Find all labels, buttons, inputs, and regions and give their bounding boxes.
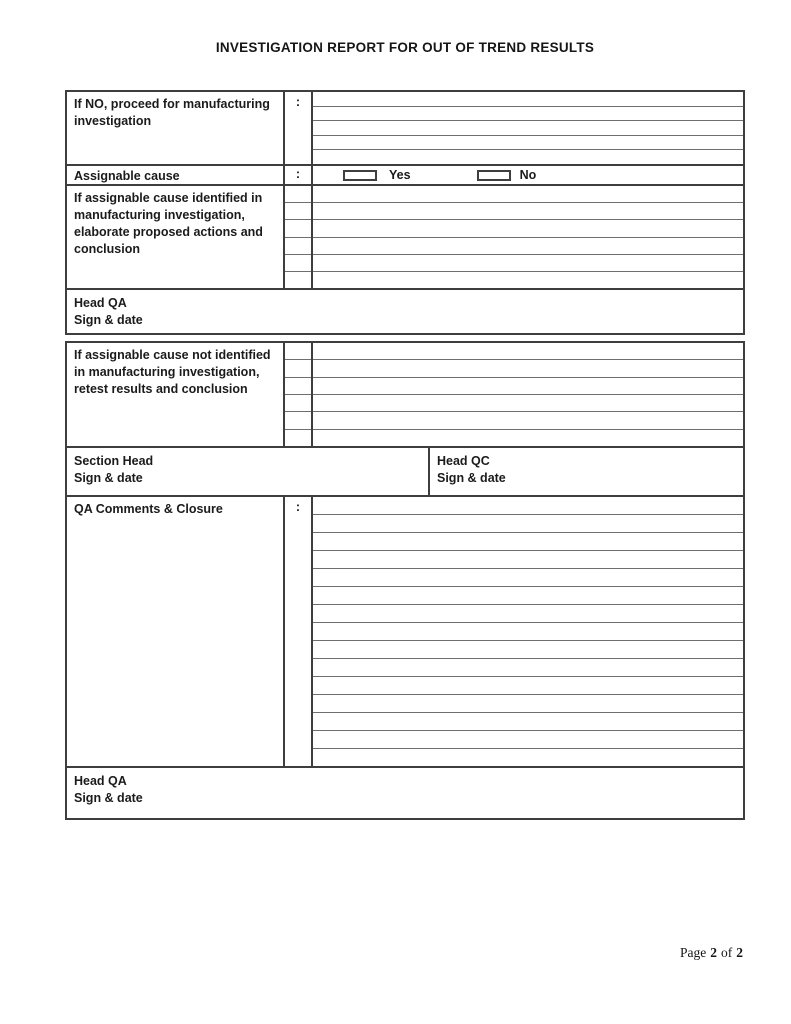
if-no-answer-lines[interactable] [313, 92, 743, 164]
yes-label: Yes [389, 168, 411, 182]
signer-role: Section Head [74, 454, 154, 468]
cause-not-identified-answer-lines[interactable] [313, 343, 743, 446]
assignable-cause-label: Assignable cause [67, 166, 285, 184]
qa-comments-section [65, 495, 745, 768]
colon-separator: : [285, 92, 313, 164]
cause-identified-margin-lines [285, 186, 313, 288]
cause-identified-answer-lines[interactable] [313, 186, 743, 288]
colon-separator: : [285, 166, 313, 184]
current-page: 2 [710, 945, 717, 960]
sign-cell[interactable] [67, 768, 743, 807]
cause-identified-row [67, 186, 743, 288]
if-no-label: If NO, proceed for manufacturing investigation [67, 92, 285, 164]
cause-identified-label: If assignable cause identified in manufacturing investigation, elaborate proposed actions and conclusion [67, 186, 285, 288]
cause-not-identified-section [65, 341, 745, 448]
head-qa-sign-block-bottom [65, 766, 745, 820]
qa-comments-answer-lines[interactable] [313, 497, 743, 766]
investigation-top-section [65, 90, 745, 290]
head-qc-sign-cell[interactable] [430, 448, 743, 495]
page-word: Page [680, 945, 707, 960]
sign-cell[interactable] [67, 290, 743, 329]
if-no-row [67, 92, 743, 166]
no-label: No [519, 168, 537, 182]
head-qa-sign-block-top [65, 288, 745, 335]
of-word: of [721, 945, 733, 960]
section-head-sign-cell[interactable] [67, 448, 430, 495]
assignable-cause-options [313, 166, 743, 184]
sign-instruction: Sign & date [437, 471, 506, 485]
signer-role: Head QA [74, 774, 127, 788]
page-number [680, 945, 743, 961]
yes-checkbox[interactable] [343, 170, 377, 181]
assignable-cause-row [67, 166, 743, 186]
cause-not-identified-label: If assignable cause not identified in manufacturing investigation, retest results and conclusion [67, 343, 285, 446]
sign-instruction: Sign & date [74, 313, 143, 327]
no-checkbox[interactable] [477, 170, 511, 181]
cause-not-identified-margin-lines [285, 343, 313, 446]
dual-sign-block [65, 446, 745, 497]
signer-role: Head QA [74, 296, 127, 310]
page-title: INVESTIGATION REPORT FOR OUT OF TREND RESULTS [215, 40, 595, 55]
signer-role: Head QC [437, 454, 490, 468]
sign-instruction: Sign & date [74, 471, 143, 485]
colon-separator: : [285, 497, 313, 766]
qa-comments-label: QA Comments & Closure [67, 497, 285, 766]
total-pages: 2 [736, 945, 743, 960]
sign-instruction: Sign & date [74, 791, 143, 805]
